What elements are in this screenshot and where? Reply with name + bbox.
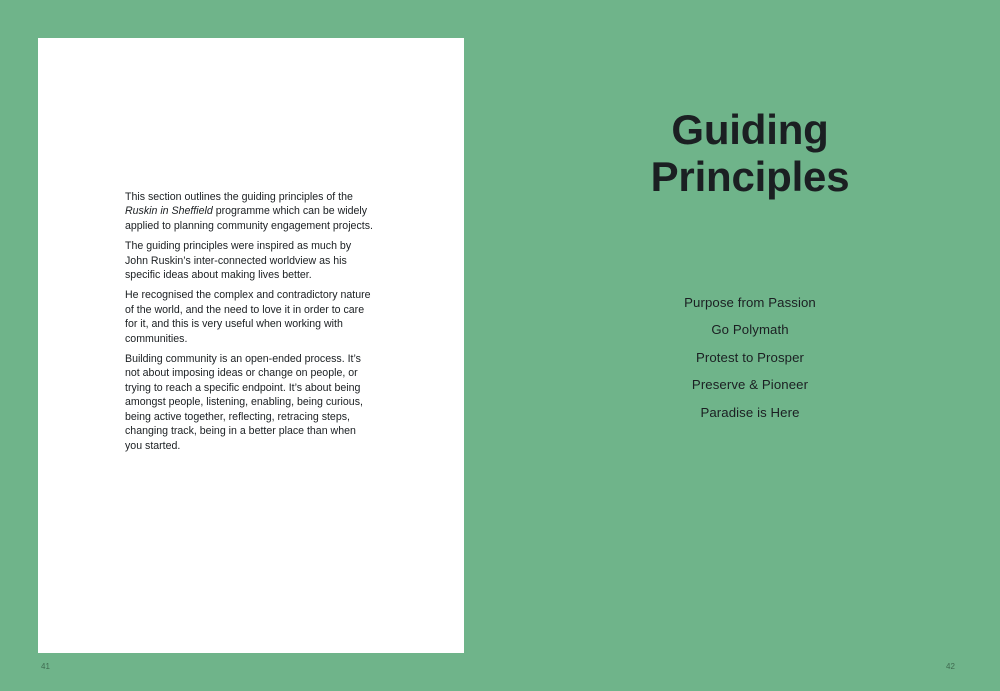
paragraph-2: The guiding principles were inspired as much by John Ruskin’s inter-connected worldview as his specific ideas about making lives better. [125, 240, 352, 282]
principle-item: Paradise is Here [700, 404, 800, 420]
intro-text [125, 190, 375, 459]
principle-item: Go Polymath [711, 322, 789, 338]
paragraph-3: He recognised the complex and contradictory nature of the world, and the need to love it in order to care for it, and this is very useful when working with communities. [125, 289, 371, 345]
page-title [500, 106, 1000, 200]
principle-item: Protest to Prosper [695, 349, 805, 365]
title-line-2: Principles [650, 153, 850, 200]
page-number-left: 41 [41, 662, 50, 671]
page-number-right: 42 [946, 662, 955, 671]
title-line-1: Guiding [671, 106, 829, 153]
paragraph-1: This section outlines the guiding principles of the Ruskin in Sheffield programme which can be widely applied to planning community engagement projects. [125, 191, 373, 232]
principle-item: Purpose from Passion [684, 295, 816, 310]
programme-name: Ruskin in Sheffield [125, 205, 213, 218]
principles-list [500, 295, 1000, 432]
principle-item: Preserve & Pioneer [691, 377, 809, 393]
left-page [38, 38, 464, 653]
paragraph-4: Building community is an open-ended process. It’s not about imposing ideas or change on people, or trying to reach a specific endpoint. It’s about being amongst people, listening, enabling, being curious, being active together, reflecting, retracing steps, changing track, being in a better place than when you started. [125, 353, 363, 452]
